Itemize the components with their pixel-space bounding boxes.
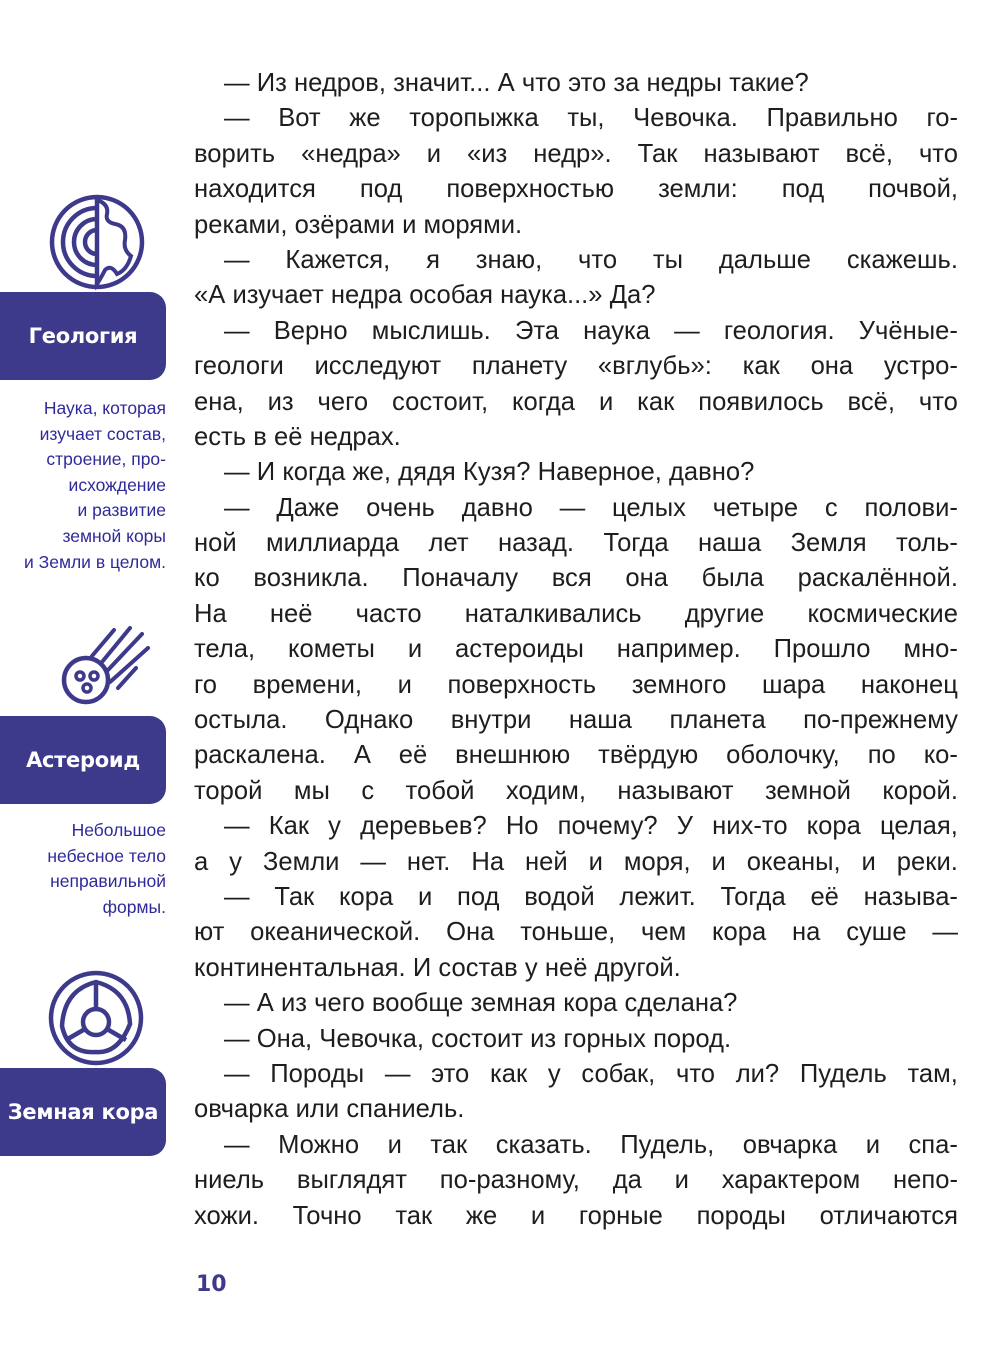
earth-crust-icon <box>46 968 146 1068</box>
text-line: — А из чего вообще земная кора сделана? <box>224 989 738 1018</box>
text-line: хожи. Точно так же и горные породы отличаются <box>194 1201 958 1230</box>
text-line: ворить «недра» и «из недр». Так называют всё, что <box>194 139 958 168</box>
text-line: На неё часто наталкивались другие космические <box>194 599 958 628</box>
text-line: — Породы — это как у собак, что ли? Пудель там, <box>224 1059 958 1088</box>
term-asteroid-label: Астероид <box>26 748 140 772</box>
definition-line: и Земли в целом. <box>24 551 166 572</box>
text-line: геологи исследуют планету «вглубь»: как она устро- <box>194 352 958 381</box>
term-geology-badge <box>0 292 166 380</box>
text-line: а у Земли — нет. На ней и моря, и океаны, и реки. <box>194 847 958 876</box>
term-geology-label: Геология <box>28 324 138 348</box>
earth-layers-icon <box>47 192 147 292</box>
text-line: овчарка или спаниель. <box>194 1095 465 1124</box>
text-line: «А изучает недра особая наука...» Да? <box>194 281 656 310</box>
text-line: — Она, Чевочка, состоит из горных пород. <box>224 1024 732 1053</box>
text-line: — Как у деревьев? Но почему? У них-то кора целая, <box>224 812 958 841</box>
definition-line: и развитие <box>77 500 166 521</box>
text-line: го времени, и поверхность земного шара наконец <box>194 670 958 699</box>
main-text <box>194 66 958 1234</box>
text-line: ют океанической. Она тоньше, чем кора на суше — <box>194 918 958 947</box>
text-line: есть в её недрах. <box>194 422 401 451</box>
text-line: — Верно мыслишь. Эта наука — геология. Учёные- <box>224 316 958 345</box>
definition-line: исхождение <box>68 474 166 495</box>
text-line: находится под поверхностью земли: под почвой, <box>194 175 958 204</box>
geology-definition <box>0 396 166 575</box>
definition-line: строение, про- <box>46 449 166 470</box>
definition-line: формы. <box>102 896 166 917</box>
text-line: — И когда же, дядя Кузя? Наверное, давно? <box>224 458 755 487</box>
text-line: — Даже очень давно — целых четыре с полови- <box>224 493 958 522</box>
text-line: реками, озёрами и морями. <box>194 210 523 239</box>
text-line: — Из недров, значит... А что это за недры такие? <box>224 69 809 97</box>
asteroid-definition <box>0 818 166 920</box>
definition-line: Наука, которая <box>43 398 166 418</box>
page-number: 10 <box>196 1272 227 1297</box>
definition-line: небесное тело <box>47 845 166 866</box>
definition-line: изучает состав, <box>39 423 166 444</box>
definition-line: неправильной <box>50 871 166 892</box>
text-line: раскалена. А её внешнюю твёрдую оболочку, по ко- <box>194 741 958 770</box>
term-asteroid-badge <box>0 716 166 804</box>
text-line: остыла. Однако внутри наша планета по-прежнему <box>194 706 958 735</box>
term-crust-label: Земная кора <box>7 1100 159 1124</box>
text-line: ко возникла. Поначалу вся она была раскалённой. <box>194 564 958 593</box>
text-line: тела, кометы и астероиды например. Прошло мно- <box>194 635 958 664</box>
glossary-sidebar <box>0 0 180 1362</box>
text-line: торой мы с тобой ходим, называют земной корой. <box>194 776 958 805</box>
definition-line: Небольшое <box>71 820 166 840</box>
text-line: — Вот же торопыжка ты, Чевочка. Правильно го- <box>224 104 958 133</box>
text-line: ниель выглядят по-разному, да и характером непо- <box>194 1166 958 1195</box>
text-line: — Кажется, я знаю, что ты дальше скажешь. <box>224 245 958 274</box>
text-line: — Так кора и под водой лежит. Тогда её называ- <box>224 882 958 911</box>
text-line: — Можно и так сказать. Пудель, овчарка и спа- <box>224 1130 958 1159</box>
definition-line: земной коры <box>62 525 166 546</box>
term-crust-badge <box>0 1068 166 1156</box>
text-line: ена, из чего состоит, когда и как появилось всё, что <box>194 387 958 416</box>
text-line: ной миллиарда лет назад. Тогда наша Земля толь- <box>194 529 958 558</box>
asteroid-icon <box>52 618 152 710</box>
text-line: континентальная. И состав у неё другой. <box>194 953 681 982</box>
